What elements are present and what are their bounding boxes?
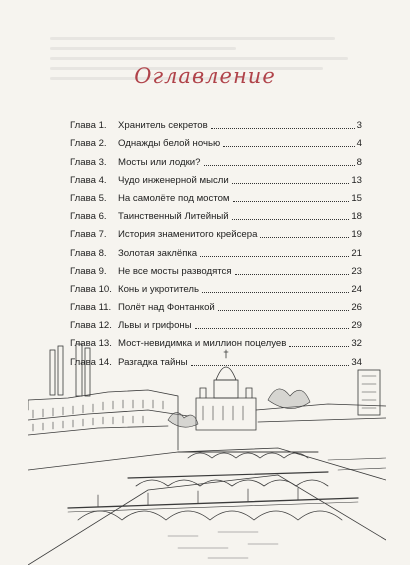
toc-entry [70, 296, 362, 314]
chapter-page: 29 [351, 320, 362, 332]
chapter-page: 23 [351, 265, 362, 277]
chimney [50, 350, 55, 395]
dot-leader [202, 292, 349, 293]
chapter-page: 32 [351, 338, 362, 350]
dot-leader [260, 237, 349, 238]
toc-entry [70, 241, 362, 259]
dot-leader [232, 219, 350, 220]
toc-entry [70, 169, 362, 187]
toc-entry [70, 150, 362, 168]
chapter-page: 8 [356, 156, 362, 168]
chapter-number: Глава 12. [70, 320, 112, 332]
chapter-page: 24 [351, 283, 362, 295]
chapter-number: Глава 2. [70, 138, 107, 150]
dot-leader [195, 328, 350, 329]
dot-leader [223, 146, 355, 147]
chapter-title: История знаменитого крейсера [118, 229, 258, 241]
chapter-page: 19 [351, 229, 362, 241]
toc-entry [70, 278, 362, 296]
chapter-page: 34 [351, 356, 362, 368]
chapter-number: Глава 3. [70, 156, 107, 168]
bleed-line [50, 57, 348, 60]
chapter-number: Глава 10. [70, 283, 112, 295]
toc-entry [70, 114, 362, 132]
toc-entry [70, 205, 362, 223]
chapter-title: Золотая заклёпка [118, 247, 198, 259]
chapter-number: Глава 7. [70, 229, 107, 241]
toc-entry [70, 132, 362, 150]
chapter-page: 26 [351, 302, 362, 314]
chapter-number: Глава 13. [70, 338, 112, 350]
chapter-page: 18 [351, 211, 362, 223]
toc-entry [70, 187, 362, 205]
dot-leader [204, 165, 355, 166]
chapter-title: Хранитель секретов [118, 120, 208, 132]
dot-leader [218, 310, 350, 311]
chapter-page: 3 [356, 120, 362, 132]
chapter-title: Таинственный Литейный [118, 211, 229, 223]
chapter-title: Не все мосты разводятся [118, 265, 232, 277]
chapter-number: Глава 8. [70, 247, 107, 259]
table-of-contents [70, 114, 362, 369]
bleed-line [50, 47, 236, 50]
chapter-number: Глава 5. [70, 192, 107, 204]
chapter-number: Глава 14. [70, 356, 112, 368]
chapter-number: Глава 4. [70, 174, 107, 186]
dot-leader [211, 128, 355, 129]
toc-title: Оглавление [134, 64, 276, 88]
bleed-line [50, 37, 335, 40]
chapter-page: 21 [351, 247, 362, 259]
chapter-page: 4 [356, 138, 362, 150]
chapter-page: 15 [351, 192, 362, 204]
chapter-number: Глава 1. [70, 120, 107, 132]
toc-entry [70, 223, 362, 241]
toc-entry [70, 260, 362, 278]
chimney [58, 346, 63, 395]
dot-leader [200, 256, 349, 257]
chapter-title: Мосты или лодки? [118, 156, 201, 168]
chapter-title: Мост-невидимка и миллион поцелуев [118, 338, 287, 350]
chapter-title: Чудо инженерной мысли [118, 174, 229, 186]
chimney [85, 348, 90, 396]
chapter-title: Однажды белой ночью [118, 138, 221, 150]
chapter-page: 13 [351, 174, 362, 186]
chimney [76, 344, 82, 396]
chapter-title: Разгадка тайны [118, 356, 188, 368]
toc-entry [70, 314, 362, 332]
dot-leader [232, 183, 350, 184]
chapter-number: Глава 6. [70, 211, 107, 223]
dot-leader [233, 201, 350, 202]
chapter-title: Полёт над Фонтанкой [118, 302, 215, 314]
chapter-title: Конь и укротитель [118, 283, 200, 295]
dot-leader [235, 274, 350, 275]
chapter-title: На самолёте под мостом [118, 192, 230, 204]
chapter-number: Глава 9. [70, 265, 107, 277]
city-bridges-sketch-icon [28, 340, 386, 565]
chapter-title: Львы и грифоны [118, 320, 192, 332]
chapter-number: Глава 11. [70, 302, 112, 314]
